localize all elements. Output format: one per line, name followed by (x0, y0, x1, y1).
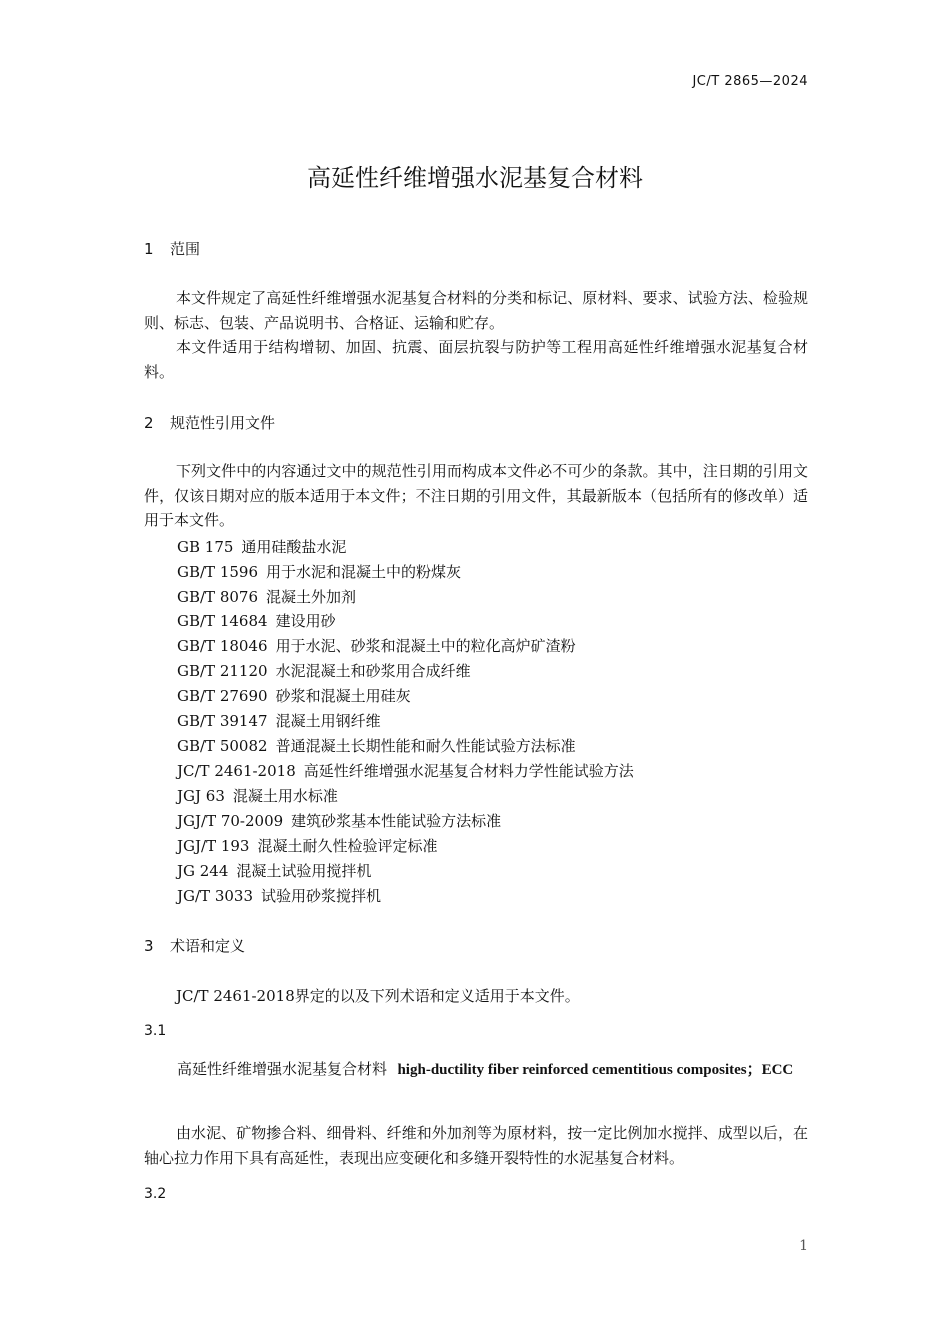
references-intro: 下列文件中的内容通过文中的规范性引用而构成本文件必不可少的条款。其中，注日期的引用文件，仅该日期对应的版本适用于本文件；不注日期的引用文件，其最新版本（包括所有的修改单）适用于本文件。 (144, 462, 808, 529)
reference-code: GB/T 39147 (177, 712, 268, 730)
scope-paragraph-2: 本文件适用于结构增韧、加固、抗震、面层抗裂与防护等工程用高延性纤维增强水泥基复合材料。 (144, 338, 808, 381)
reference-item (177, 685, 411, 706)
reference-name: 混凝土试验用搅拌机 (236, 862, 372, 880)
reference-code: GB/T 50082 (177, 737, 268, 755)
section-title: 术语和定义 (170, 937, 246, 955)
reference-code: GB/T 14684 (177, 612, 268, 630)
standard-code: JC/T 2865—2024 (692, 74, 808, 89)
reference-code: JG/T 3033 (177, 887, 253, 905)
reference-item (177, 785, 338, 806)
section-number: 2 (144, 414, 154, 432)
reference-name: 高延性纤维增强水泥基复合材料力学性能试验方法 (303, 762, 634, 780)
section-1-heading (144, 238, 808, 259)
section-title: 规范性引用文件 (170, 414, 276, 432)
reference-name: 混凝土耐久性检验评定标准 (257, 837, 438, 855)
reference-name: 水泥混凝土和砂浆用合成纤维 (275, 662, 471, 680)
reference-code: GB/T 18046 (177, 637, 268, 655)
reference-name: 砂浆和混凝土用硅灰 (275, 687, 411, 705)
terms-intro: JC/T 2461-2018界定的以及下列术语和定义适用于本文件。 (176, 987, 580, 1005)
reference-code: JGJ/T 193 (177, 837, 250, 855)
document-title: 高延性纤维增强水泥基复合材料 (307, 164, 643, 192)
reference-name: 用于水泥和混凝土中的粉煤灰 (266, 563, 462, 581)
reference-code: JGJ/T 70-2009 (177, 812, 284, 830)
reference-item (177, 660, 471, 681)
reference-item (177, 810, 501, 831)
reference-code: GB/T 8076 (177, 588, 259, 606)
reference-name: 试验用砂浆搅拌机 (261, 887, 382, 905)
reference-item (177, 536, 346, 557)
reference-item (177, 760, 634, 781)
term-number: 3.1 (144, 1023, 167, 1039)
scope-paragraph-1: 本文件规定了高延性纤维增强水泥基复合材料的分类和标记、原材料、要求、试验方法、检验规则、标志、包装、产品说明书、合格证、运输和贮存。 (144, 289, 808, 332)
reference-item (177, 586, 356, 607)
reference-name: 混凝土用钢纤维 (275, 712, 381, 730)
reference-item (177, 710, 381, 731)
reference-item (177, 835, 437, 856)
reference-name: 通用硅酸盐水泥 (241, 538, 347, 556)
reference-name: 混凝土用水标准 (232, 787, 338, 805)
reference-item (177, 885, 381, 906)
section-2-heading (144, 412, 808, 433)
reference-item (177, 735, 576, 756)
reference-name: 普通混凝土长期性能和耐久性能试验方法标准 (275, 737, 576, 755)
section-number: 3 (144, 937, 154, 955)
section-title: 范围 (170, 240, 201, 258)
reference-code: JG 244 (177, 862, 229, 880)
reference-name: 建设用砂 (275, 612, 336, 630)
reference-code: GB/T 1596 (177, 563, 259, 581)
term-en: high-ductility fiber reinforced cementitious composites；ECC (397, 1062, 794, 1078)
section-number: 1 (144, 240, 154, 258)
term-number: 3.2 (144, 1186, 167, 1202)
reference-code: GB 175 (177, 538, 234, 556)
term-definition: 由水泥、矿物掺合料、细骨料、纤维和外加剂等为原材料，按一定比例加水搅拌、成型以后，在轴心拉力作用下具有高延性，表现出应变硬化和多缝开裂特性的水泥基复合材料。 (144, 1124, 808, 1167)
reference-item (177, 860, 371, 881)
reference-name: 用于水泥、砂浆和混凝土中的粒化高炉矿渣粉 (275, 637, 576, 655)
reference-name: 建筑砂浆基本性能试验方法标准 (291, 812, 502, 830)
reference-item (177, 635, 576, 656)
reference-code: GB/T 21120 (177, 662, 268, 680)
page-number: 1 (799, 1238, 808, 1254)
term-heading (144, 1056, 808, 1084)
section-3-heading (144, 935, 808, 956)
reference-code: GB/T 27690 (177, 687, 268, 705)
reference-code: JC/T 2461-2018 (177, 762, 296, 780)
term-zh: 高延性纤维增强水泥基复合材料 (177, 1060, 388, 1078)
reference-item (177, 610, 336, 631)
reference-name: 混凝土外加剂 (266, 588, 357, 606)
reference-code: JGJ 63 (177, 787, 225, 805)
reference-item (177, 561, 461, 582)
